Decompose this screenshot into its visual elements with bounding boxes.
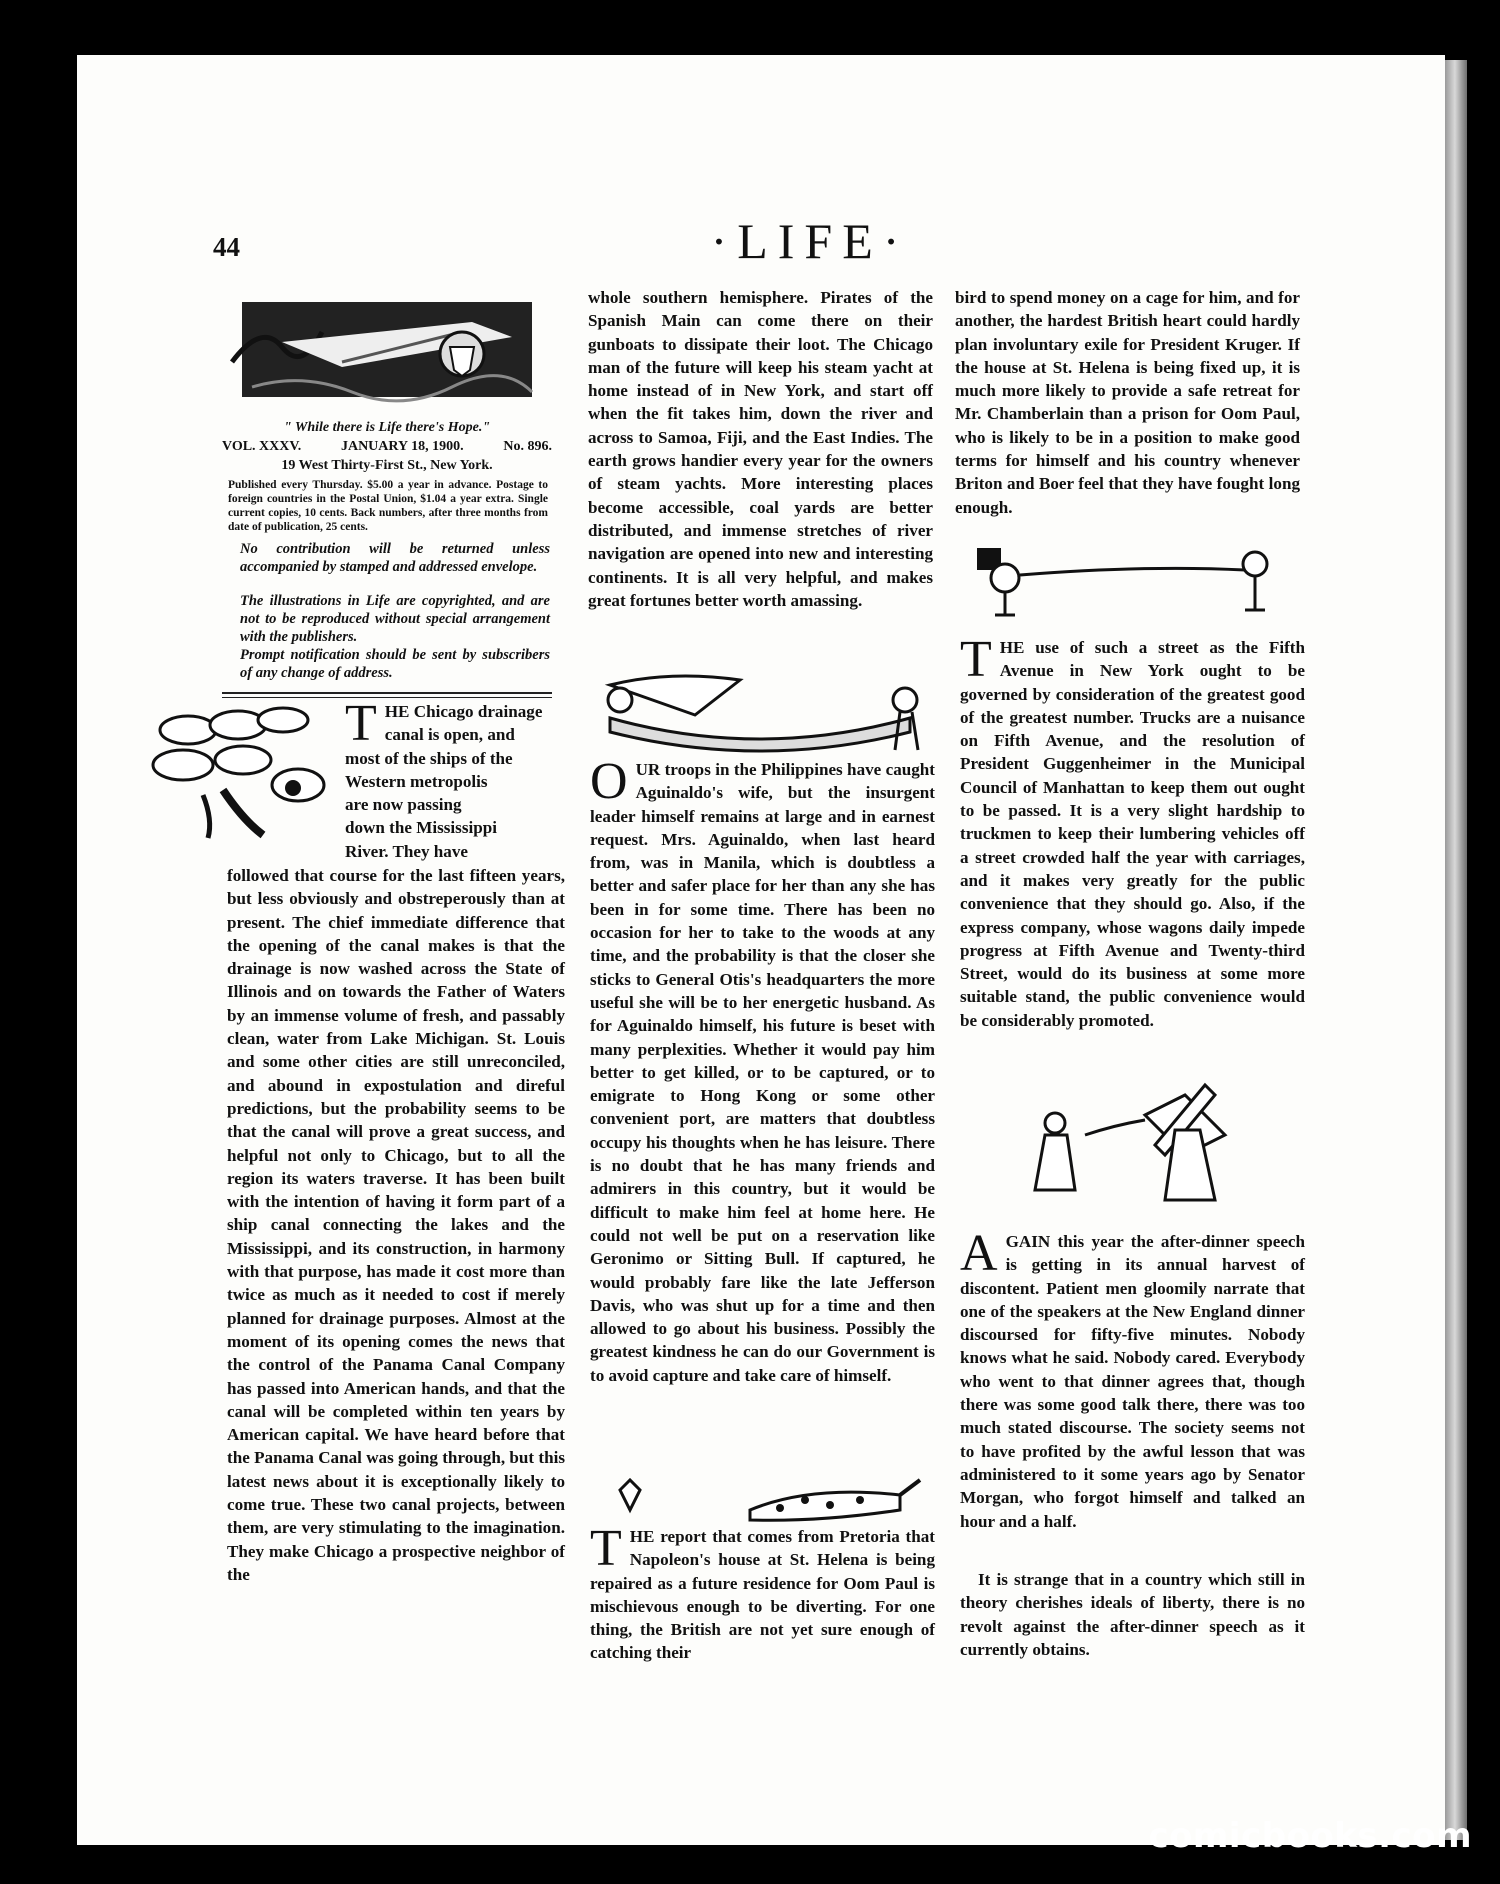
dropcap-o: O	[590, 753, 628, 810]
page-number: 44	[213, 232, 240, 262]
publication-info: Published every Thursday. $5.00 a year in advance. Postage to foreign countries in the Postal Union, $1.04 a year extra. Single current copies, 10 cents. Back numbers, after three months from date of publication, 25 cents.	[228, 479, 548, 533]
tiger-illustration	[600, 1470, 930, 1530]
dropcap-a: A	[960, 1225, 998, 1282]
dropcap-t3: T	[960, 631, 992, 688]
article-aguinaldo	[590, 753, 935, 1387]
hammock-illustration	[590, 660, 930, 756]
pigs-illustration	[143, 700, 343, 840]
article-pretoria-text: HE report that comes from Pretoria that Napoleon's house at St. Helena is being repaired as a future residence for Oom Paul is mischievous enough to be diverting. For one thing, the British are not yet sure enough of catching their	[590, 1527, 935, 1663]
windmill-illustration	[1015, 1075, 1270, 1205]
address-notice: Prompt notification should be sent by subscribers of any change of address.	[240, 647, 550, 681]
dropcap-t: T	[345, 695, 377, 752]
volume: VOL. XXXV.	[222, 439, 302, 454]
shouting-illustration	[965, 540, 1300, 622]
contribution-notice: No contribution will be returned unless accompanied by stamped and addressed envelope.	[240, 541, 550, 575]
article-fifth-avenue	[960, 631, 1305, 1032]
address: 19 West Thirty-First St., New York.	[281, 458, 493, 473]
volume-line	[222, 437, 552, 456]
column2-continuation: whole southern hemisphere. Pirates of the Spanish Main can come there on their gunboats to dissipate their loot. The Chicago man of the future will keep his steam yacht at home instead of in New York, and start off when the fit takes him, down the river and across to Samoa, Fiji, and the East Indies. The earth grows handier every year for the owners of steam yachts. More interesting places become accessible, coal yards are better distributed, and immense stretches of river navigation are opened into new and interesting continents. It is all very helpful, and makes great fortunes better worth amassing.	[588, 288, 933, 610]
masthead-info	[222, 418, 552, 475]
article-dinner-text: GAIN this year the after-dinner speech is getting in its annual harvest of discontent. Patient men gloomily narrate that one of the speakers at the New England dinner discoursed for fifty-five minutes. Nobody knows what he said. Nobody cared. Everybody who went to that dinner agrees that, though there was some good talk there, there was too much stated discourse. The society seems not to have profited by the awful lesson that was administered to it some years ago by Senator Morgan, who forgot himself and talked an hour and a half.	[960, 1232, 1305, 1531]
article-aguinaldo-text: UR troops in the Philippines have caught Aguinaldo's wife, but the insurgent leader himself remains at large and in earnest request. Mrs. Aguinaldo, when last heard from, was in Manila, which is doubtless a better and safer place for her than any she has been in for some time. There has been no occasion for her to take to the woods at any time, and the probability is that the closer she sticks to General Otis's headquarters the more useful she will be to her energetic husband. As for Aguinaldo himself, his future is beset with many perplexities. Whether it would pay him better to get killed, or to be captured, or to emigrate to Hong Kong or some other convenient port, are matters that doubtless occupy his thoughts when he has leisure. There is no doubt that he has many friends and admirers in this country, but it would be difficult to make him feel at home here. He could not well be put on a reservation like Geronimo or Sitting Bull. If captured, he would probably fare like the late Jefferson Davis, who was shut up for a time and then allowed to go about his business. Possibly the greatest kindness he can do our Government is to avoid capture and take care of himself.	[590, 760, 935, 1385]
article-dinner	[960, 1225, 1305, 1533]
article-dinner-closing: It is strange that in a country which still in theory cherishes ideals of liberty, there is no revolt against the after-dinner speech as it currently obtains.	[960, 1570, 1305, 1659]
divider	[222, 692, 552, 698]
book-edge	[1445, 60, 1467, 1840]
article-fifth-avenue-text: HE use of such a street as the Fifth Avenue in New York ought to be governed by consideration of the greatest good of the greatest number. Trucks are a nuisance on Fifth Avenue, and the resolution of President Guggenheimer in the Municipal Council of Manhattan to keep them out ought to be passed. It is a very slight hardship to truckmen to keep their lumbering vehicles off a street crowded half the year with carriages, and it makes very greatly for the public convenience that they should go. Also, if the express company, whose wagons daily impede progress at Fifth Avenue and Twenty-third Street, would do its business at some more suitable stand, the public convenience would be considerably promoted.	[960, 638, 1305, 1030]
issue-date: JANUARY 18, 1900.	[340, 439, 464, 454]
issue-number: No. 896.	[503, 439, 552, 454]
motto: " While there is Life there's Hope."	[283, 420, 491, 435]
masthead-title: ·LIFE·	[710, 213, 910, 269]
illustrations-notice: The illustrations in Life are copyrighted, and are not to be reproduced without special arrangement with the publishers.	[240, 593, 550, 645]
masthead-illustration	[222, 292, 552, 410]
article-chicago-opening: HE Chicago drainage canal is open, and most of the ships of the Western metropolis are now passing down the Mississippi River. They have	[345, 702, 543, 861]
article-chicago-body: followed that course for the last fifteen years, but less obviously and obstreperously than at present. The chief immediate difference that the opening of the canal makes is that the drainage is now washed across the State of Illinois and on towards the Father of Waters by an immense volume of fresh, and passably clean, water from Lake Michigan. St. Louis and some other cities are still unreconciled, and abound in expostulation and direful predictions, but the probability seems to be that the canal will prove a great success, and helpful not only to Chicago, but to all the region its waters traverse. It has been built with the intention of having it form part of a ship canal connecting the lakes and the Mississippi, and its construction, in harmony with that purpose, has made it cost more than twice as much as it needed to cost if merely planned for drainage purposes. Almost at the moment of its opening comes the news that the control of the Panama Canal Company has passed into American hands, and that the canal will be completed within ten years by American capital. We have heard before that the Panama Canal was going through, but this latest news about it is exceptionally likely to come true. These two canal projects, between them, are very stimulating to the imagination. They make Chicago a prospective neighbor of the	[227, 866, 565, 1584]
article-chicago-head	[345, 695, 565, 863]
dropcap-t2: T	[590, 1520, 622, 1577]
watermark: comicbooks.com	[1148, 1816, 1472, 1856]
article-pretoria	[590, 1520, 935, 1665]
column3-continuation: bird to spend money on a cage for him, and for another, the hardest British heart could hardly plan involuntary exile for President Kruger. If the house at St. Helena is being fixed up, it is much more likely to provide a safe retreat for Mr. Chamberlain than a prison for Oom Paul, who is likely to be in a position to make good terms for himself and his country whenever Briton and Boer feel that they have fought long enough.	[955, 288, 1300, 517]
